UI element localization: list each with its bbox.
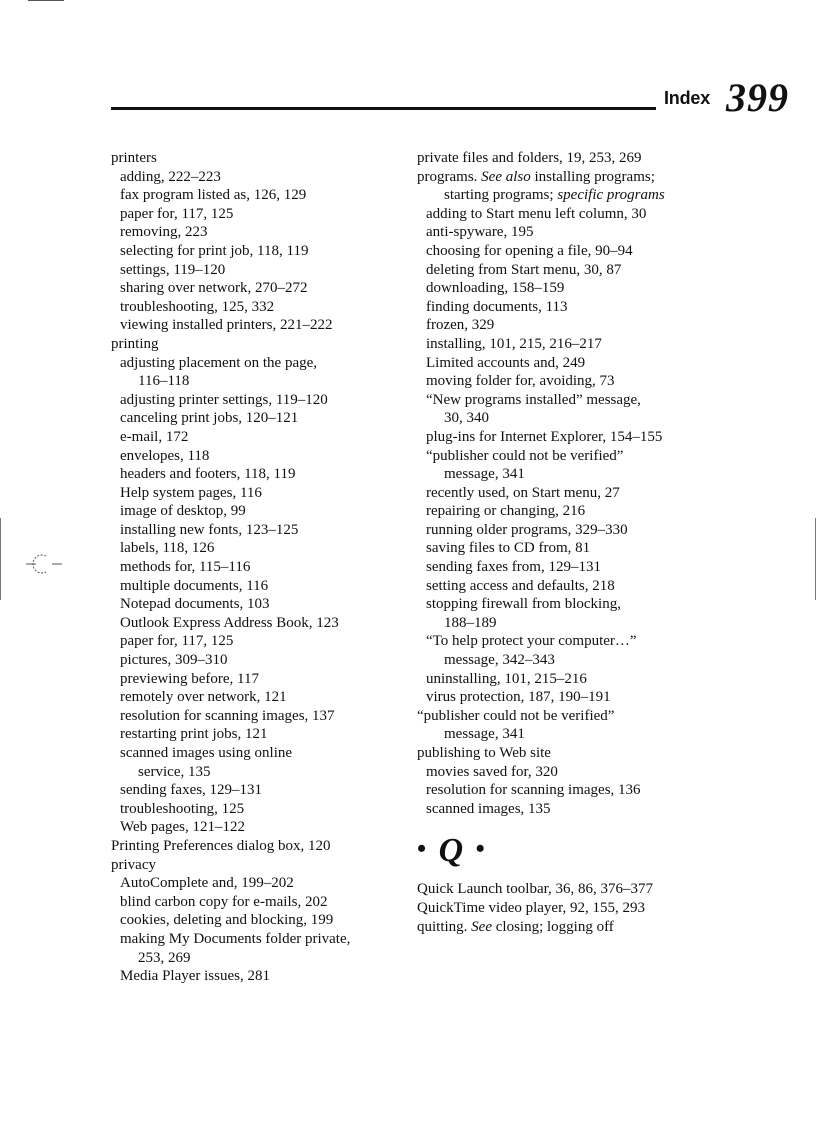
header-rule (111, 107, 656, 110)
index-subentry: “To help protect your computer…” (426, 633, 637, 650)
index-subentry: pictures, 309–310 (120, 652, 228, 669)
page-number: 399 (726, 75, 789, 120)
index-subentry: stopping firewall from blocking, (426, 596, 621, 613)
index-subentry: deleting from Start menu, 30, 87 (426, 261, 622, 278)
index-subentry: e-mail, 172 (120, 428, 189, 445)
index-entries-p (417, 149, 717, 818)
index-subentry: Help system pages, 116 (120, 484, 262, 501)
index-subentry: finding documents, 113 (426, 298, 568, 315)
index-subentry: Media Player issues, 281 (120, 968, 270, 985)
index-entry-continuation: 188–189 (444, 614, 497, 631)
heading-bullet-left: • (417, 834, 429, 864)
index-subentry: anti-spyware, 195 (426, 224, 534, 241)
index-subentry: choosing for opening a file, 90–94 (426, 242, 633, 259)
index-subentry: multiple documents, 116 (120, 577, 269, 594)
index-subentry: adding to Start menu left column, 30 (426, 205, 647, 222)
index-subentry: installing, 101, 215, 216–217 (426, 335, 602, 352)
index-subentry: image of desktop, 99 (120, 503, 246, 520)
index-subentry: frozen, 329 (426, 317, 495, 334)
index-column-left (111, 149, 401, 986)
index-subentry: virus protection, 187, 190–191 (426, 689, 611, 706)
index-subentry: removing, 223 (120, 224, 208, 241)
index-entry-continuation: starting programs; specific programs (444, 187, 665, 204)
index-entry: quitting. See closing; logging off (417, 918, 614, 935)
index-entry: Printing Preferences dialog box, 120 (111, 837, 331, 854)
index-subentry: blind carbon copy for e-mails, 202 (120, 893, 328, 910)
index-entry-continuation: 253, 269 (138, 949, 191, 966)
index-subentry: settings, 119–120 (120, 261, 226, 278)
index-subentry: sending faxes from, 129–131 (426, 559, 601, 576)
index-subentry: recently used, on Start menu, 27 (426, 484, 620, 501)
index-entry-continuation: 30, 340 (444, 410, 489, 427)
index-subentry: viewing installed printers, 221–222 (120, 317, 333, 334)
index-subentry: Limited accounts and, 249 (426, 354, 586, 371)
index-entry: Quick Launch toolbar, 36, 86, 376–377 (417, 881, 654, 898)
index-subentry: paper for, 117, 125 (120, 205, 234, 222)
index-entry: QuickTime video player, 92, 155, 293 (417, 899, 645, 916)
index-subentry: sharing over network, 270–272 (120, 280, 308, 297)
index-subentry: “publisher could not be verified” (426, 447, 624, 464)
index-subentry: headers and footers, 118, 119 (120, 466, 296, 483)
index-subentry: Web pages, 121–122 (120, 819, 246, 836)
index-entry-continuation: 116–118 (138, 373, 190, 390)
index-subentry: sending faxes, 129–131 (120, 782, 263, 799)
index-subentry: paper for, 117, 125 (120, 633, 234, 650)
index-subentry: canceling print jobs, 120–121 (120, 410, 299, 427)
index-subentry: repairing or changing, 216 (426, 503, 586, 520)
index-subentry: troubleshooting, 125 (120, 800, 245, 817)
heading-letter: Q (438, 832, 466, 870)
index-subentry: troubleshooting, 125, 332 (120, 298, 275, 315)
cross-reference: specific programs (557, 187, 665, 204)
cross-reference: See (471, 918, 492, 935)
index-subentry: downloading, 158–159 (426, 280, 565, 297)
index-subentry: saving files to CD from, 81 (426, 540, 591, 557)
index-entry-continuation: message, 342–343 (444, 652, 555, 669)
index-subentry: making My Documents folder private, (120, 930, 351, 947)
index-subentry: Notepad documents, 103 (120, 596, 270, 613)
index-subentry: AutoComplete and, 199–202 (120, 875, 294, 892)
index-subentry: Outlook Express Address Book, 123 (120, 614, 339, 631)
index-entry: printing (111, 335, 159, 352)
index-subentry: scanned images using online (120, 745, 293, 761)
index-subentry: “New programs installed” message, (426, 391, 641, 408)
index-entry: publishing to Web site (417, 745, 551, 761)
index-subentry: plug-ins for Internet Explorer, 154–155 (426, 428, 663, 445)
running-head: Index (664, 88, 711, 108)
index-subentry: adjusting printer settings, 119–120 (120, 391, 328, 408)
index-subentry: installing new fonts, 123–125 (120, 521, 299, 538)
index-entry-continuation: message, 341 (444, 726, 525, 743)
index-subentry: scanned images, 135 (426, 800, 551, 817)
crop-mark-top (28, 0, 64, 1)
index-subentry: labels, 118, 126 (120, 540, 215, 557)
letter-heading-q (417, 826, 717, 874)
index-subentry: previewing before, 117 (120, 670, 259, 687)
cross-reference: See also (481, 168, 531, 185)
index-subentry: setting access and defaults, 218 (426, 577, 615, 594)
index-subentry: restarting print jobs, 121 (120, 726, 268, 743)
index-entries-q (417, 880, 717, 936)
index-subentry: movies saved for, 320 (426, 763, 558, 780)
index-column-right (417, 149, 717, 936)
index-subentry: selecting for print job, 118, 119 (120, 242, 309, 259)
index-subentry: envelopes, 118 (120, 447, 210, 464)
index-entry: “publisher could not be verified” (417, 707, 615, 724)
index-entry-continuation: message, 341 (444, 466, 525, 483)
index-subentry: fax program listed as, 126, 129 (120, 187, 307, 204)
index-subentry: resolution for scanning images, 136 (426, 782, 641, 799)
heading-bullet-right: • (475, 834, 487, 864)
index-subentry: running older programs, 329–330 (426, 521, 628, 538)
index-subentry: methods for, 115–116 (120, 559, 251, 576)
index-entry: privacy (111, 856, 156, 873)
index-entry: programs. See also installing programs; (417, 168, 655, 185)
index-entry: private files and folders, 19, 253, 269 (417, 150, 642, 166)
index-subentry: remotely over network, 121 (120, 689, 287, 706)
index-entry-continuation: service, 135 (138, 763, 211, 780)
index-subentry: adding, 222–223 (120, 168, 221, 185)
index-subentry: adjusting placement on the page, (120, 354, 318, 371)
registration-mark-icon (24, 552, 64, 576)
index-subentry: uninstalling, 101, 215–216 (426, 670, 587, 687)
index-subentry: resolution for scanning images, 137 (120, 707, 335, 724)
index-entry: printers (111, 150, 157, 166)
crop-mark-left (0, 518, 1, 600)
index-subentry: cookies, deleting and blocking, 199 (120, 912, 334, 929)
index-subentry: moving folder for, avoiding, 73 (426, 373, 615, 390)
